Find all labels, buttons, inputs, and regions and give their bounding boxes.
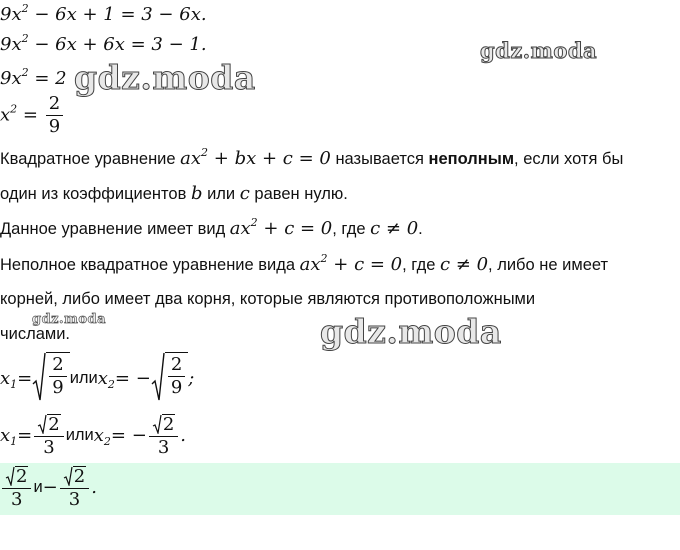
rule-line-3: числами. [0, 325, 71, 343]
bold-term: неполным [428, 150, 515, 168]
answer-box [0, 463, 680, 515]
definition-line-2: один из коэффициентов b или c равен нулю. [0, 183, 348, 204]
answer-line: $\frac{2}{3}$ и − $\frac{2}{3}$ . [0, 466, 97, 510]
sqrt-symbol: $\frac{2}{9}$ [151, 352, 188, 404]
watermark: gdz.moda [74, 58, 256, 97]
roots-simplified: $x_1$ = $\frac{2}{3}$ или $x_2$ = − $\frac{2}{3}$ . [0, 414, 186, 458]
answer-fraction-positive: $\frac{2}{3}$ [2, 466, 31, 510]
form-line: Данное уравнение имеет вид $ax^2 + c = 0$, где c ≠ 0. [0, 216, 423, 239]
answer-fraction-negative: $\frac{2}{3}$ [60, 466, 89, 510]
fraction-2-9: $\frac{2}{9}$ [46, 94, 63, 137]
equation-line-2: $9x^2 - 6x + 6x = 3 - 1$. [0, 32, 207, 55]
watermark: gdz.moda [480, 38, 598, 63]
definition-line-1: Квадратное уравнение $ax^2$ + bx + c = 0 называется неполным, если хотя бы [0, 146, 624, 169]
watermark: gdz.moda [320, 312, 502, 351]
fraction-sqrt2-3: $\frac{2}{3}$ [34, 414, 63, 458]
fraction-sqrt2-3: $\frac{2}{3}$ [149, 414, 178, 458]
rule-line-1: Неполное квадратное уравнение вида $ax^2 + c = 0$, где c ≠ 0, либо не имеет [0, 252, 609, 275]
roots-sqrt-fraction: $x_1$ = $\frac{2}{9}$ или $x_2$ = − $\frac{2}{9}$ ; [0, 352, 194, 404]
equation-line-4: $x^2$ = $\frac{2}{9}$ [0, 94, 65, 137]
equation-line-3: $9x^2 = 2$ [0, 66, 67, 89]
equation-line-1: $9x^2 - 6x + 1 = 3 - 6x$. [0, 2, 207, 25]
watermark: gdz.moda [32, 312, 107, 327]
rule-line-2: корней, либо имеет два корня, которые являются противоположными [0, 290, 536, 308]
sqrt-symbol: $\frac{2}{9}$ [32, 352, 69, 404]
